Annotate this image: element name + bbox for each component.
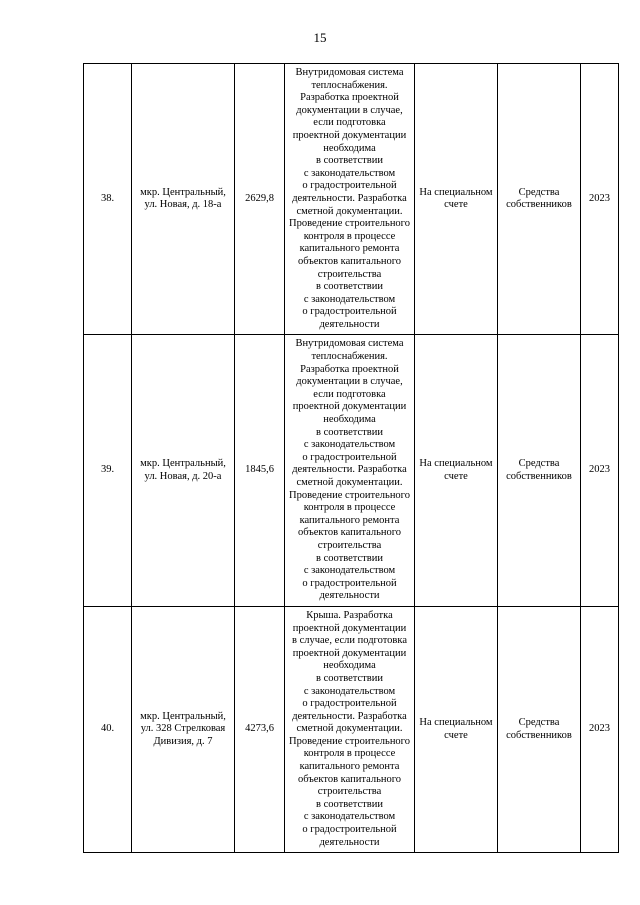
account-cell: На специальном счете	[415, 64, 498, 335]
year-cell: 2023	[581, 64, 619, 335]
work-description-cell: Внутридомовая система теплоснабжения. Разработка проектной документации в случае, если подготовка проектной документации необходима в соответствии с законодательством о градостроительной деятельности. Разработка сметной документации. Проведение строительного контроля в процессе капитального ремонта объектов капитального строительства в соответствии с законодательством о градостроительной деятельности	[285, 335, 415, 606]
year-cell: 2023	[581, 335, 619, 606]
address-cell: мкр. Центральный, ул. Новая, д. 20-а	[132, 335, 235, 606]
page-number: 15	[313, 30, 327, 45]
work-description-cell: Крыша. Разработка проектной документации в случае, если подготовка проектной документации необходима в соответствии с законодательством о градостроительной деятельности. Разработка сметной документации. Проведение строительного контроля в процессе капитального ремонта объектов капитального строительства в соответствии с законодательством о градостроительной деятельности	[285, 606, 415, 852]
table-row	[84, 335, 619, 606]
repair-register-table	[83, 63, 619, 853]
address-cell: мкр. Центральный, ул. 328 Стрелковая Дивизия, д. 7	[132, 606, 235, 852]
work-description-cell: Внутридомовая система теплоснабжения. Разработка проектной документации в случае, если подготовка проектной документации необходима в соответствии с законодательством о градостроительной деятельности. Разработка сметной документации. Проведение строительного контроля в процессе капитального ремонта объектов капитального строительства в соответствии с законодательством о градостроительной деятельности	[285, 64, 415, 335]
table-row	[84, 64, 619, 335]
area-cell: 2629,8	[235, 64, 285, 335]
area-cell: 4273,6	[235, 606, 285, 852]
account-cell: На специальном счете	[415, 606, 498, 852]
account-cell: На специальном счете	[415, 335, 498, 606]
funding-source-cell: Средства собственников	[498, 606, 581, 852]
area-cell: 1845,6	[235, 335, 285, 606]
table-row	[84, 606, 619, 852]
row-number-cell: 38.	[84, 64, 132, 335]
year-cell: 2023	[581, 606, 619, 852]
row-number-cell: 40.	[84, 606, 132, 852]
funding-source-cell: Средства собственников	[498, 335, 581, 606]
row-number-cell: 39.	[84, 335, 132, 606]
address-cell: мкр. Центральный, ул. Новая, д. 18-а	[132, 64, 235, 335]
funding-source-cell: Средства собственников	[498, 64, 581, 335]
